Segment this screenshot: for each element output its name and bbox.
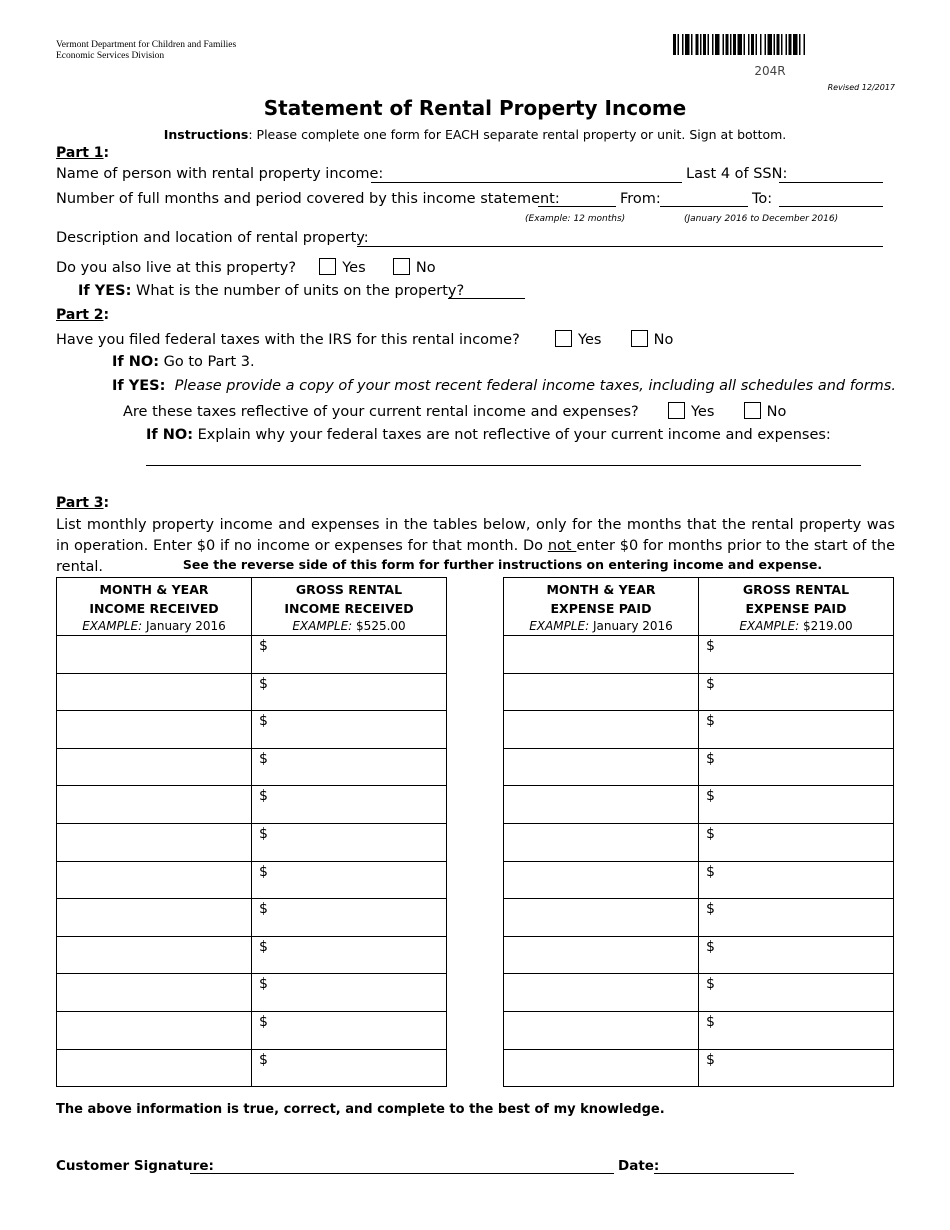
instructions [0, 127, 950, 142]
if-yes-label: If YES: [112, 378, 166, 394]
expense-row [504, 786, 894, 824]
expense-month-cell[interactable] [504, 823, 699, 861]
part3-text-not: not [547, 538, 577, 554]
signature-field[interactable] [190, 1160, 614, 1174]
if-no-label: If NO: [112, 354, 160, 370]
expense-table [503, 577, 894, 1087]
income-month-cell[interactable] [57, 636, 252, 674]
expense-row [504, 636, 894, 674]
income-amount-header: GROSS RENTAL INCOME RECEIVED EXAMPLE: $525.00 [252, 578, 447, 636]
period-example: (January 2016 to December 2016) [684, 214, 839, 224]
live-question-text: Do you also live at this property? [56, 260, 297, 276]
income-row [57, 711, 447, 749]
explain-prompt [146, 427, 831, 443]
date-label: Date: [618, 1158, 660, 1174]
instructions-text: : Please complete one form for EACH separate rental property or unit. Sign at bottom. [248, 127, 787, 142]
live-yes-checkbox[interactable] [319, 258, 336, 275]
expense-month-cell[interactable] [504, 861, 699, 899]
if-no-text: Go to Part 3. [159, 354, 255, 370]
income-month-cell[interactable] [57, 1049, 252, 1087]
income-amount-cell[interactable]: $ [252, 711, 447, 749]
reflective-no-label: No [766, 404, 787, 420]
part3-heading: Part 3: [56, 495, 110, 511]
expense-amount-cell[interactable]: $ [699, 823, 894, 861]
date-field[interactable] [654, 1160, 794, 1174]
expense-row [504, 823, 894, 861]
part1-heading: Part 1: [56, 145, 110, 161]
income-row [57, 899, 447, 937]
income-row [57, 861, 447, 899]
income-amount-cell[interactable]: $ [252, 974, 447, 1012]
expense-amount-cell[interactable]: $ [699, 1049, 894, 1087]
if-no2-label: If NO: [146, 427, 194, 443]
if-yes-text: Please provide a copy of your most recent federal income taxes, including all schedules and forms. [174, 378, 896, 394]
expense-row [504, 673, 894, 711]
taxes-no-checkbox[interactable] [631, 330, 648, 347]
expense-amount-cell[interactable]: $ [699, 636, 894, 674]
revision-date: Revised 12/2017 [827, 83, 895, 92]
expense-row [504, 748, 894, 786]
taxes-no-label: No [653, 332, 674, 348]
provide-copy [112, 378, 896, 394]
income-month-cell[interactable] [57, 748, 252, 786]
income-amount-cell[interactable]: $ [252, 823, 447, 861]
page-title: Statement of Rental Property Income [263, 96, 687, 120]
agency-line-1: Vermont Department for Children and Families [56, 40, 237, 50]
expense-month-cell[interactable] [504, 748, 699, 786]
expense-amount-cell[interactable]: $ [699, 899, 894, 937]
signature-label: Customer Signature: [56, 1158, 214, 1174]
income-month-cell[interactable] [57, 786, 252, 824]
if-no2-text: Explain why your federal taxes are not reflective of your current income and expenses: [193, 427, 831, 443]
part3-text-1: List monthly property income and expenses in the tables below, only for the months that the rental property was in operation. Enter $0 if no income or expenses for that month. Do [56, 517, 895, 554]
income-amount-cell[interactable]: $ [252, 636, 447, 674]
attestation: The above information is true, correct, and complete to the best of my knowledge. [56, 1102, 665, 1117]
to-field[interactable] [779, 193, 883, 207]
agency-name [56, 40, 236, 62]
units-if-yes-label: If YES: [78, 283, 132, 299]
expense-month-cell[interactable] [504, 1011, 699, 1049]
expense-month-cell[interactable] [504, 974, 699, 1012]
income-row [57, 748, 447, 786]
expense-amount-cell[interactable]: $ [699, 861, 894, 899]
expense-month-cell[interactable] [504, 711, 699, 749]
income-amount-cell[interactable]: $ [252, 899, 447, 937]
income-row [57, 936, 447, 974]
reflective-yes-label: Yes [690, 404, 715, 420]
see-reverse-note: See the reverse side of this form for further instructions on entering income and expense. [182, 557, 823, 572]
income-table [56, 577, 447, 1087]
expense-amount-cell[interactable]: $ [699, 974, 894, 1012]
expense-amount-header: GROSS RENTAL EXPENSE PAID EXAMPLE: $219.00 [699, 578, 894, 636]
expense-month-cell[interactable] [504, 673, 699, 711]
expense-row [504, 861, 894, 899]
name-label: Name of person with rental property income: [56, 166, 384, 182]
expense-month-header: MONTH & YEAR EXPENSE PAID EXAMPLE: January 2016 [504, 578, 699, 636]
description-field[interactable] [357, 233, 883, 247]
taxes-question-text: Have you filed federal taxes with the IRS for this rental income? [56, 332, 520, 348]
income-row [57, 673, 447, 711]
live-question [56, 258, 436, 276]
income-row [57, 823, 447, 861]
reflective-question [123, 402, 786, 420]
ssn-field[interactable] [779, 169, 883, 183]
income-row [57, 786, 447, 824]
months-field[interactable] [538, 193, 616, 207]
live-no-checkbox[interactable] [393, 258, 410, 275]
expense-row [504, 899, 894, 937]
barcode-image [673, 34, 856, 55]
income-month-cell[interactable] [57, 899, 252, 937]
income-amount-cell[interactable]: $ [252, 1049, 447, 1087]
income-month-cell[interactable] [57, 861, 252, 899]
expense-row [504, 974, 894, 1012]
form-number: 204R [754, 64, 786, 78]
expense-month-cell[interactable] [504, 1049, 699, 1087]
income-month-cell[interactable] [57, 936, 252, 974]
income-row [57, 974, 447, 1012]
agency-line-2: Economic Services Division [56, 51, 165, 61]
expense-amount-cell[interactable]: $ [699, 711, 894, 749]
description-label: Description and location of rental property: [56, 230, 369, 246]
part3-text-2: enter $0 for months prior to the start of the rental. [56, 538, 895, 575]
instructions-label: Instructions [163, 127, 249, 142]
reflective-question-text: Are these taxes reflective of your current rental income and expenses? [123, 404, 639, 420]
income-month-cell[interactable] [57, 673, 252, 711]
taxes-question [56, 330, 673, 348]
income-amount-cell[interactable]: $ [252, 861, 447, 899]
months-example: (Example: 12 months) [525, 214, 626, 224]
expense-month-cell[interactable] [504, 936, 699, 974]
expense-row [504, 1011, 894, 1049]
expense-row [504, 1049, 894, 1087]
expense-row [504, 711, 894, 749]
income-amount-cell[interactable]: $ [252, 748, 447, 786]
income-month-cell[interactable] [57, 974, 252, 1012]
expense-amount-cell[interactable]: $ [699, 936, 894, 974]
expense-month-cell[interactable] [504, 899, 699, 937]
expense-amount-cell[interactable]: $ [699, 786, 894, 824]
income-amount-cell[interactable]: $ [252, 673, 447, 711]
units-question [78, 283, 464, 299]
units-question-text: What is the number of units on the property? [131, 283, 465, 299]
income-month-cell[interactable] [57, 823, 252, 861]
income-amount-cell[interactable]: $ [252, 786, 447, 824]
part2-heading: Part 2: [56, 307, 110, 323]
income-month-header: MONTH & YEAR INCOME RECEIVED EXAMPLE: January 2016 [57, 578, 252, 636]
taxes-yes-checkbox[interactable] [555, 330, 572, 347]
reflective-no-checkbox[interactable] [744, 402, 761, 419]
expense-amount-cell[interactable]: $ [699, 1011, 894, 1049]
income-row [57, 636, 447, 674]
expense-month-cell[interactable] [504, 636, 699, 674]
income-row [57, 1011, 447, 1049]
live-no-label: No [415, 260, 436, 276]
expense-amount-cell[interactable]: $ [699, 748, 894, 786]
expense-month-cell[interactable] [504, 786, 699, 824]
ssn-label: Last 4 of SSN: [686, 166, 788, 182]
months-label: Number of full months and period covered by this income statement: [56, 191, 560, 207]
income-row [57, 1049, 447, 1087]
income-month-cell[interactable] [57, 1011, 252, 1049]
income-month-cell[interactable] [57, 711, 252, 749]
taxes-yes-label: Yes [578, 332, 602, 348]
income-amount-cell[interactable]: $ [252, 1011, 447, 1049]
go-to-part3 [112, 354, 255, 370]
live-yes-label: Yes [342, 260, 366, 276]
explain-field[interactable] [146, 465, 861, 466]
from-label: From: [620, 191, 661, 207]
name-field[interactable] [371, 169, 682, 183]
to-label: To: [752, 191, 773, 207]
units-field[interactable] [448, 285, 525, 299]
expense-amount-cell[interactable]: $ [699, 673, 894, 711]
from-field[interactable] [660, 193, 748, 207]
reflective-yes-checkbox[interactable] [668, 402, 685, 419]
income-amount-cell[interactable]: $ [252, 936, 447, 974]
expense-row [504, 936, 894, 974]
